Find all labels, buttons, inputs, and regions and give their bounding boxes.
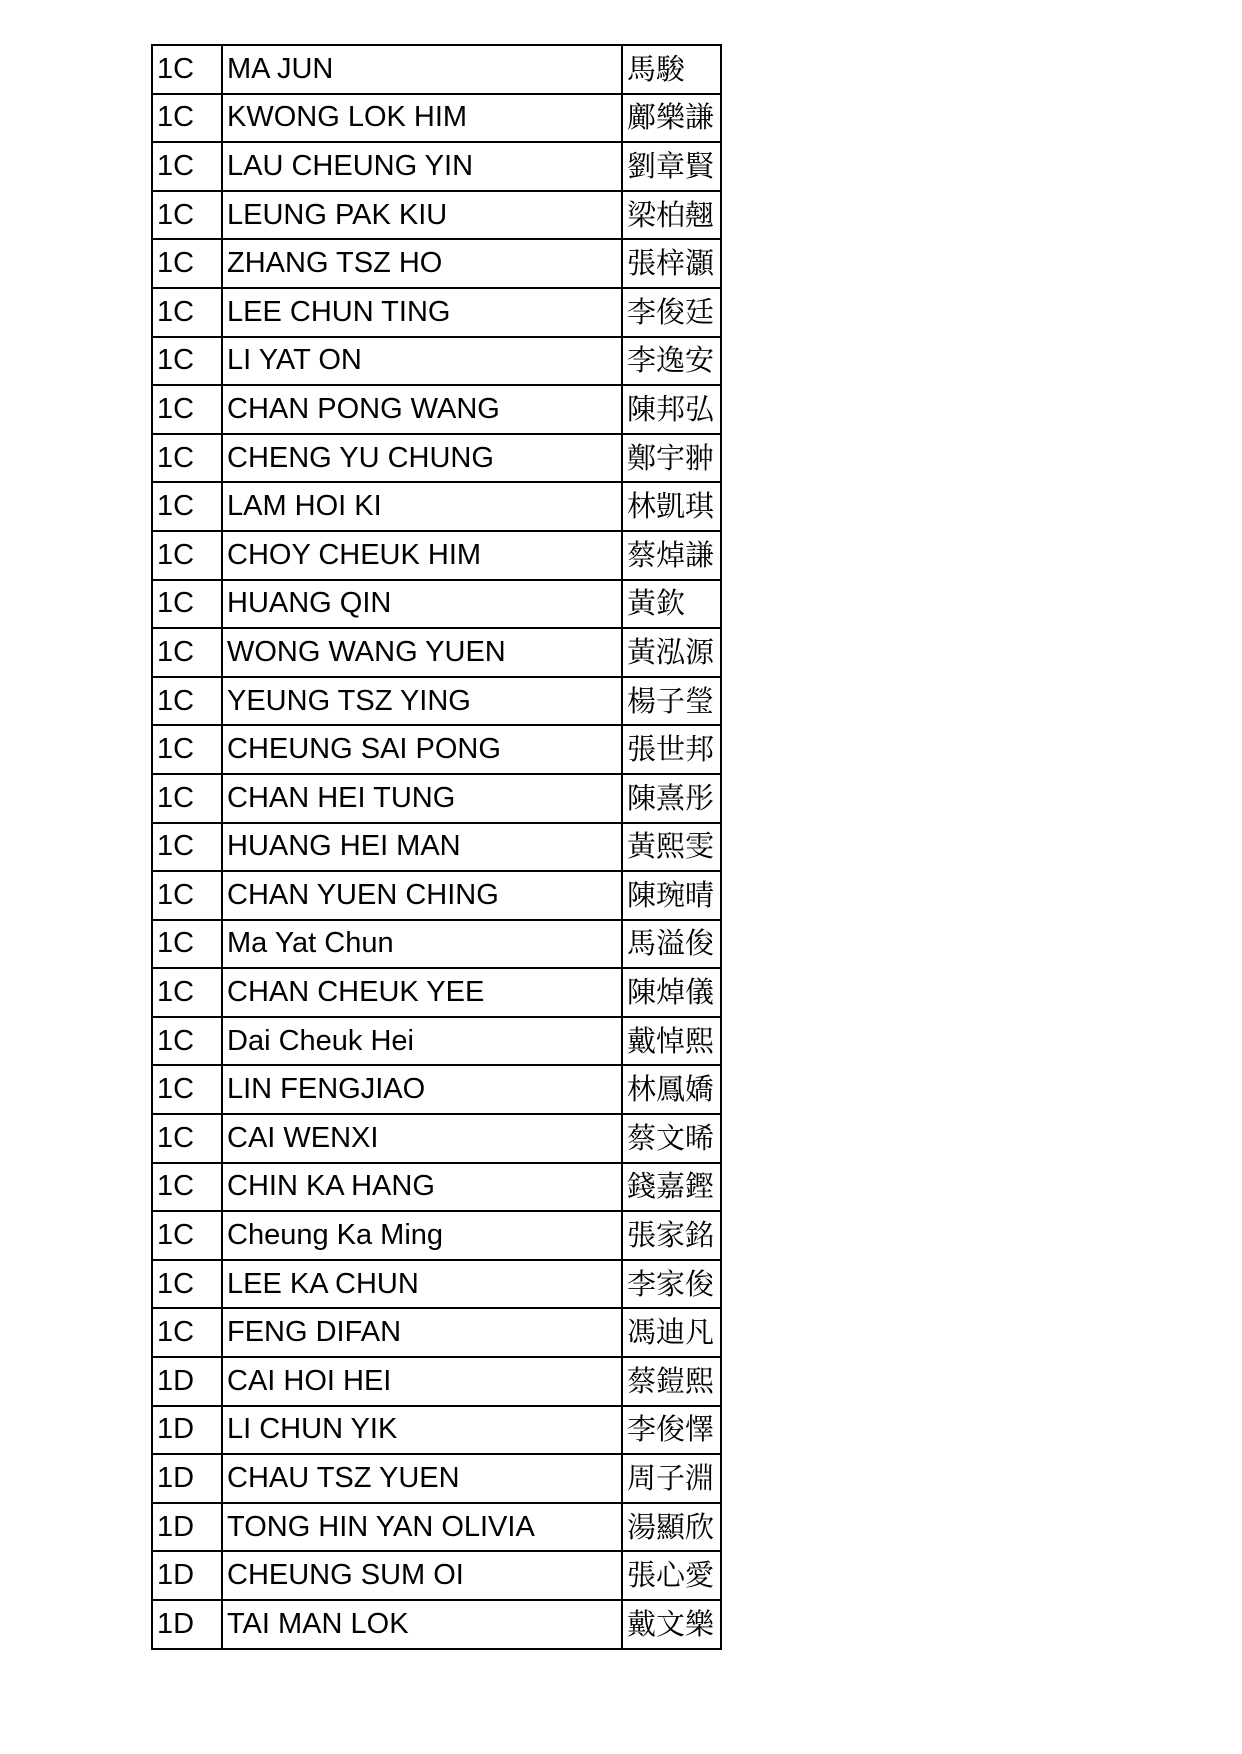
english-name-cell: CAI WENXI [222, 1114, 622, 1163]
class-cell: 1D [152, 1503, 222, 1552]
chinese-name-cell: 錢嘉鏗 [622, 1163, 721, 1212]
class-cell: 1C [152, 1017, 222, 1066]
english-name-cell: CHEUNG SUM OI [222, 1551, 622, 1600]
class-cell: 1C [152, 385, 222, 434]
english-name-cell: HUANG QIN [222, 580, 622, 629]
english-name-cell: LEE KA CHUN [222, 1260, 622, 1309]
table-row [152, 725, 721, 774]
table-row [152, 580, 721, 629]
class-cell: 1C [152, 725, 222, 774]
chinese-name-cell: 陳邦弘 [622, 385, 721, 434]
chinese-name-cell: 張心愛 [622, 1551, 721, 1600]
chinese-name-cell: 戴悼熙 [622, 1017, 721, 1066]
chinese-name-cell: 蔡鎧熙 [622, 1357, 721, 1406]
class-cell: 1D [152, 1406, 222, 1455]
chinese-name-cell: 張世邦 [622, 725, 721, 774]
table-row [152, 142, 721, 191]
class-cell: 1C [152, 1260, 222, 1309]
chinese-name-cell: 劉章賢 [622, 142, 721, 191]
chinese-name-cell: 張梓灝 [622, 239, 721, 288]
table-row [152, 434, 721, 483]
class-cell: 1C [152, 531, 222, 580]
english-name-cell: LI YAT ON [222, 337, 622, 386]
class-cell: 1C [152, 288, 222, 337]
english-name-cell: Cheung Ka Ming [222, 1211, 622, 1260]
class-cell: 1C [152, 580, 222, 629]
chinese-name-cell: 李家俊 [622, 1260, 721, 1309]
english-name-cell: CAI HOI HEI [222, 1357, 622, 1406]
english-name-cell: TAI MAN LOK [222, 1600, 622, 1649]
chinese-name-cell: 陳焯儀 [622, 968, 721, 1017]
class-cell: 1C [152, 774, 222, 823]
english-name-cell: CHENG YU CHUNG [222, 434, 622, 483]
table-row [152, 337, 721, 386]
chinese-name-cell: 馬駿 [622, 45, 721, 94]
class-cell: 1D [152, 1357, 222, 1406]
class-cell: 1C [152, 1211, 222, 1260]
english-name-cell: CHIN KA HANG [222, 1163, 622, 1212]
english-name-cell: YEUNG TSZ YING [222, 677, 622, 726]
english-name-cell: CHAN HEI TUNG [222, 774, 622, 823]
table-row [152, 94, 721, 143]
english-name-cell: CHAN CHEUK YEE [222, 968, 622, 1017]
chinese-name-cell: 李逸安 [622, 337, 721, 386]
chinese-name-cell: 林凱琪 [622, 482, 721, 531]
class-cell: 1C [152, 968, 222, 1017]
table-row [152, 1114, 721, 1163]
table-row [152, 191, 721, 240]
class-cell: 1C [152, 1065, 222, 1114]
chinese-name-cell: 黃熙雯 [622, 823, 721, 872]
english-name-cell: LIN FENGJIAO [222, 1065, 622, 1114]
english-name-cell: ZHANG TSZ HO [222, 239, 622, 288]
english-name-cell: CHOY CHEUK HIM [222, 531, 622, 580]
table-row [152, 1551, 721, 1600]
table-row [152, 1017, 721, 1066]
chinese-name-cell: 湯顯欣 [622, 1503, 721, 1552]
class-cell: 1C [152, 191, 222, 240]
table-row [152, 1163, 721, 1212]
english-name-cell: Dai Cheuk Hei [222, 1017, 622, 1066]
english-name-cell: FENG DIFAN [222, 1308, 622, 1357]
chinese-name-cell: 黃欽 [622, 580, 721, 629]
table-row [152, 1308, 721, 1357]
english-name-cell: Ma Yat Chun [222, 920, 622, 969]
table-row [152, 968, 721, 1017]
table-row [152, 1211, 721, 1260]
chinese-name-cell: 周子淵 [622, 1454, 721, 1503]
english-name-cell: MA JUN [222, 45, 622, 94]
table-row [152, 1454, 721, 1503]
class-cell: 1C [152, 434, 222, 483]
english-name-cell: HUANG HEI MAN [222, 823, 622, 872]
table-row [152, 1503, 721, 1552]
chinese-name-cell: 梁柏翹 [622, 191, 721, 240]
class-cell: 1C [152, 1308, 222, 1357]
table-row [152, 45, 721, 94]
class-cell: 1D [152, 1600, 222, 1649]
chinese-name-cell: 陳熹彤 [622, 774, 721, 823]
roster-body [152, 45, 721, 1649]
english-name-cell: LAM HOI KI [222, 482, 622, 531]
english-name-cell: CHAN PONG WANG [222, 385, 622, 434]
chinese-name-cell: 蔡焯謙 [622, 531, 721, 580]
english-name-cell: LI CHUN YIK [222, 1406, 622, 1455]
class-cell: 1C [152, 337, 222, 386]
table-row [152, 1065, 721, 1114]
chinese-name-cell: 陳琬晴 [622, 871, 721, 920]
class-cell: 1C [152, 823, 222, 872]
table-row [152, 385, 721, 434]
english-name-cell: WONG WANG YUEN [222, 628, 622, 677]
class-cell: 1C [152, 45, 222, 94]
class-cell: 1D [152, 1454, 222, 1503]
class-cell: 1D [152, 1551, 222, 1600]
table-row [152, 1357, 721, 1406]
english-name-cell: KWONG LOK HIM [222, 94, 622, 143]
class-cell: 1C [152, 920, 222, 969]
class-cell: 1C [152, 628, 222, 677]
table-row [152, 628, 721, 677]
class-cell: 1C [152, 677, 222, 726]
chinese-name-cell: 黃泓源 [622, 628, 721, 677]
class-cell: 1C [152, 142, 222, 191]
english-name-cell: CHEUNG SAI PONG [222, 725, 622, 774]
chinese-name-cell: 林鳳嬌 [622, 1065, 721, 1114]
chinese-name-cell: 李俊廷 [622, 288, 721, 337]
chinese-name-cell: 戴文樂 [622, 1600, 721, 1649]
table-row [152, 239, 721, 288]
table-row [152, 1406, 721, 1455]
table-row [152, 774, 721, 823]
table-row [152, 1600, 721, 1649]
table-row [152, 482, 721, 531]
chinese-name-cell: 鄺樂謙 [622, 94, 721, 143]
class-cell: 1C [152, 239, 222, 288]
english-name-cell: LAU CHEUNG YIN [222, 142, 622, 191]
english-name-cell: CHAU TSZ YUEN [222, 1454, 622, 1503]
table-row [152, 823, 721, 872]
chinese-name-cell: 楊子瑩 [622, 677, 721, 726]
english-name-cell: LEE CHUN TING [222, 288, 622, 337]
table-row [152, 531, 721, 580]
chinese-name-cell: 李俊懌 [622, 1406, 721, 1455]
table-row [152, 288, 721, 337]
table-row [152, 1260, 721, 1309]
table-row [152, 677, 721, 726]
english-name-cell: LEUNG PAK KIU [222, 191, 622, 240]
class-cell: 1C [152, 482, 222, 531]
class-cell: 1C [152, 94, 222, 143]
chinese-name-cell: 馬溢俊 [622, 920, 721, 969]
student-roster-table [151, 44, 722, 1650]
class-cell: 1C [152, 871, 222, 920]
class-cell: 1C [152, 1163, 222, 1212]
chinese-name-cell: 張家銘 [622, 1211, 721, 1260]
chinese-name-cell: 蔡文晞 [622, 1114, 721, 1163]
english-name-cell: TONG HIN YAN OLIVIA [222, 1503, 622, 1552]
chinese-name-cell: 鄭宇翀 [622, 434, 721, 483]
table-row [152, 871, 721, 920]
english-name-cell: CHAN YUEN CHING [222, 871, 622, 920]
class-cell: 1C [152, 1114, 222, 1163]
chinese-name-cell: 馮迪凡 [622, 1308, 721, 1357]
table-row [152, 920, 721, 969]
